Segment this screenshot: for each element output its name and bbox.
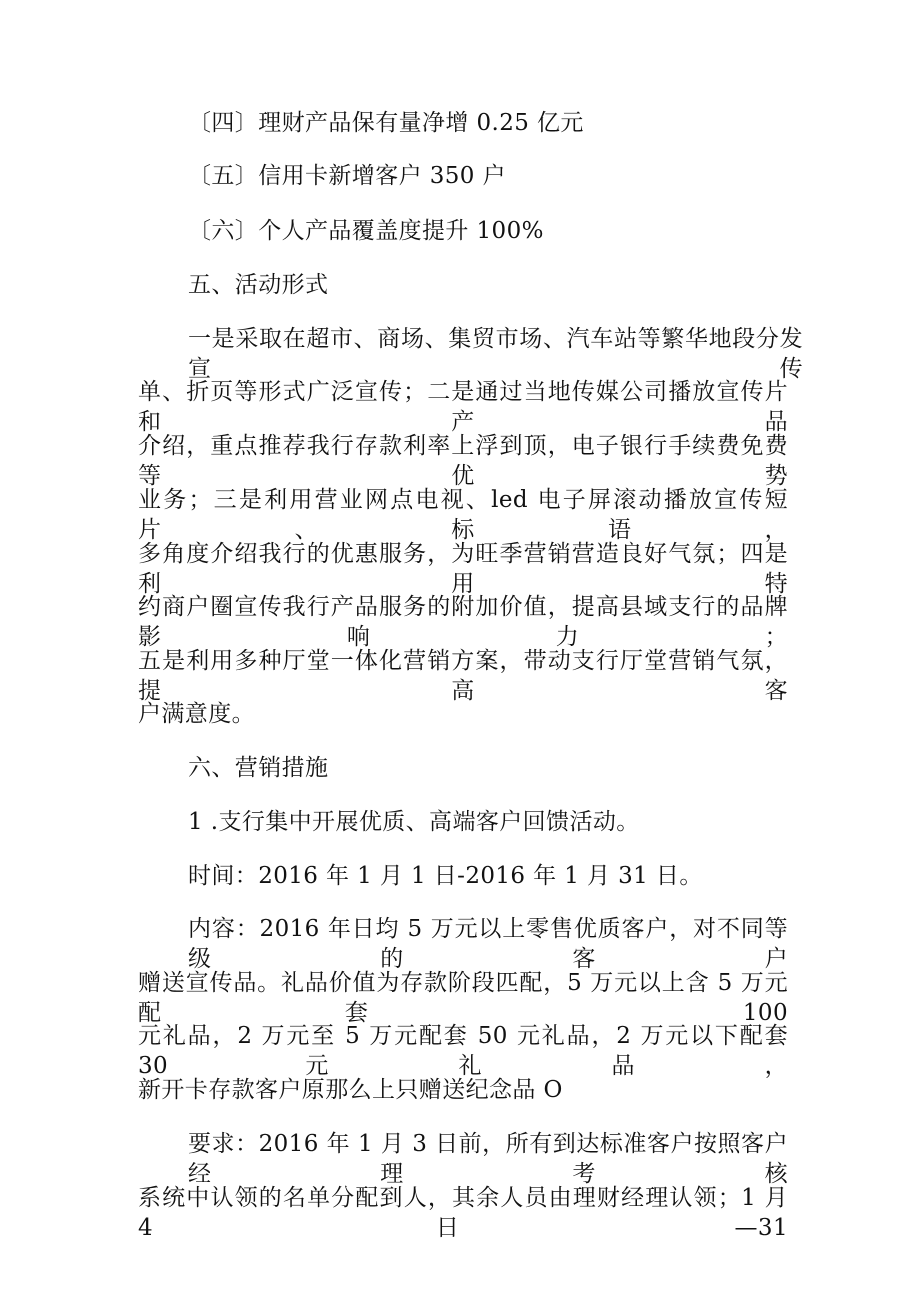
goal-6-line: 〔六〕个人产品覆盖度提升 100% <box>188 218 544 244</box>
activity-paragraph-line: 一是采取在超市、商场、集贸市场、汽车站等繁华地段分发宣传 <box>188 326 803 382</box>
content-paragraph-line: 赠送宣传品。礼品价值为存款阶段匹配，5 万元以上含 5 万元配套 100 <box>138 970 788 1026</box>
content-paragraph-line: 新开卡存款客户原那么上只赠送纪念品 O <box>138 1077 563 1103</box>
activity-paragraph-line: 单、折页等形式广泛宣传；二是通过当地传媒公司播放宣传片和产品 <box>138 379 788 435</box>
activity-paragraph-line: 多角度介绍我行的优惠服务，为旺季营销营造良好气氛；四是利用特 <box>138 541 788 597</box>
content-paragraph-line: 内容：2016 年日均 5 万元以上零售优质客户，对不同等级的客户 <box>188 916 788 972</box>
goal-4-line: 〔四〕理财产品保有量净增 0.25 亿元 <box>188 110 584 136</box>
activity-paragraph-line: 介绍，重点推荐我行存款利率上浮到顶，电子银行手续费免费等优势 <box>138 433 788 489</box>
requirement-paragraph-line: 要求：2016 年 1 月 3 日前，所有到达标准客户按照客户经理考核 <box>188 1131 788 1187</box>
activity-paragraph-line: 业务；三是利用营业网点电视、led 电子屏滚动播放宣传短片、标语， <box>138 487 788 543</box>
measure-1-heading: 1 .支行集中开展优质、高端客户回馈活动。 <box>188 809 640 835</box>
section-6-heading: 六、营销措施 <box>188 755 329 781</box>
section-5-heading: 五、活动形式 <box>188 272 329 298</box>
activity-paragraph-line: 户满意度。 <box>138 701 255 727</box>
goal-5-line: 〔五〕信用卡新增客户 350 户 <box>188 163 506 189</box>
activity-paragraph-line: 约商户圈宣传我行产品服务的附加价值，提高县域支行的品牌影响力； <box>138 594 788 650</box>
content-paragraph-line: 元礼品，2 万元至 5 万元配套 50 元礼品，2 万元以下配套 30 元礼品， <box>138 1023 788 1079</box>
activity-paragraph-line: 五是利用多种厅堂一体化营销方案，带动支行厅堂营销气氛，提高客 <box>138 648 788 704</box>
requirement-paragraph-line: 系统中认领的名单分配到人，其余人员由理财经理认领；1 月 4 日—31 <box>138 1185 788 1241</box>
time-line: 时间：2016 年 1 月 1 日-2016 年 1 月 31 日。 <box>188 863 703 889</box>
